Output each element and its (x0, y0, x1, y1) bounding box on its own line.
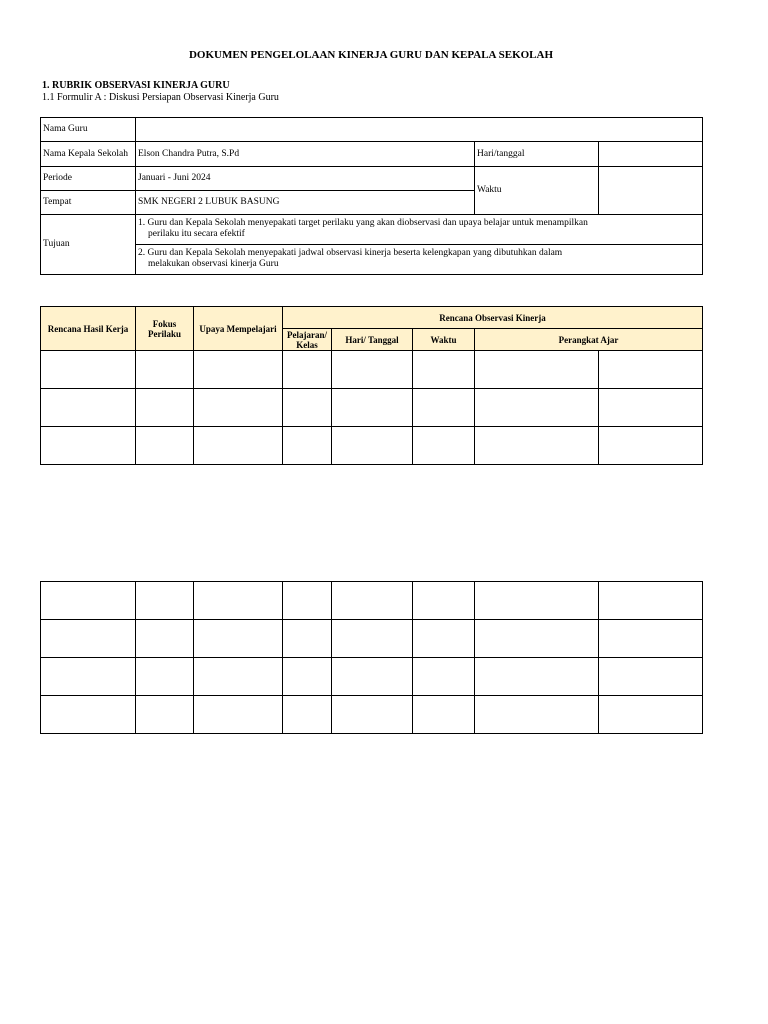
table-cell[interactable] (332, 427, 413, 465)
table-cell[interactable] (413, 582, 475, 620)
periode-value: Januari - Juni 2024 (136, 167, 475, 191)
table-cell[interactable] (41, 351, 136, 389)
col-fokus-perilaku (136, 307, 194, 351)
table-cell[interactable] (41, 389, 136, 427)
table-cell[interactable] (41, 620, 136, 658)
col-fokus-line2: Perilaku (148, 328, 181, 339)
table-cell[interactable] (475, 582, 599, 620)
table-cell[interactable] (599, 582, 703, 620)
table-cell[interactable] (194, 351, 283, 389)
table-cell[interactable] (41, 696, 136, 734)
table-cell[interactable] (332, 389, 413, 427)
periode-label: Periode (41, 167, 136, 191)
table-cell[interactable] (283, 351, 332, 389)
table-cell[interactable] (475, 351, 599, 389)
table-cell[interactable] (194, 696, 283, 734)
nama-guru-label: Nama Guru (41, 118, 136, 142)
col-pelajaran-line2: Kelas (296, 339, 318, 350)
table-cell[interactable] (332, 696, 413, 734)
table-cell[interactable] (599, 658, 703, 696)
observation-table (40, 306, 703, 465)
table-cell[interactable] (283, 427, 332, 465)
table-cell[interactable] (475, 389, 599, 427)
page-title: DOKUMEN PENGELOLAAN KINERJA GURU DAN KEPALA SEKOLAH (188, 49, 554, 61)
table-cell[interactable] (332, 658, 413, 696)
table-cell[interactable] (194, 389, 283, 427)
table-cell[interactable] (194, 658, 283, 696)
table-cell[interactable] (475, 658, 599, 696)
table-cell[interactable] (599, 696, 703, 734)
table-cell[interactable] (283, 658, 332, 696)
tujuan-2-line2: melakukan observasi kinerja Guru (148, 259, 279, 269)
table-row (41, 582, 703, 620)
waktu-label: Waktu (475, 167, 599, 215)
col-upaya-mempelajari: Upaya Mempelajari (194, 307, 283, 351)
tujuan-2-line1: 2. Guru dan Kepala Sekolah menyepakati jadwal observasi kinerja beserta kelengkapan yang dibutuhkan dalam (138, 248, 563, 258)
table-cell[interactable] (413, 427, 475, 465)
table-cell[interactable] (283, 620, 332, 658)
table-cell[interactable] (41, 658, 136, 696)
table-row (41, 658, 703, 696)
table-row (41, 351, 703, 389)
info-table (40, 117, 703, 275)
kepala-label: Nama Kepala Sekolah (41, 142, 136, 167)
table-row (41, 389, 703, 427)
section-subheading: 1.1 Formulir A : Diskusi Persiapan Observasi Kinerja Guru (42, 92, 279, 103)
table-cell[interactable] (332, 582, 413, 620)
table-cell[interactable] (283, 389, 332, 427)
table-cell[interactable] (283, 582, 332, 620)
tujuan-1-line2: perilaku itu secara efektif (148, 229, 245, 239)
table-cell[interactable] (332, 620, 413, 658)
table-cell[interactable] (136, 389, 194, 427)
tempat-label: Tempat (41, 191, 136, 215)
group-rencana-observasi: Rencana Observasi Kinerja (283, 307, 703, 329)
col-pelajaran-kelas (283, 329, 332, 351)
table-cell[interactable] (194, 427, 283, 465)
table-row (41, 427, 703, 465)
table-cell[interactable] (136, 582, 194, 620)
table-cell[interactable] (599, 427, 703, 465)
col-perangkat-ajar: Perangkat Ajar (475, 329, 703, 351)
table-cell[interactable] (413, 620, 475, 658)
tujuan-label: Tujuan (41, 215, 136, 275)
table-cell[interactable] (136, 696, 194, 734)
tempat-value: SMK NEGERI 2 LUBUK BASUNG (136, 191, 475, 215)
nama-guru-field[interactable] (136, 118, 703, 142)
table-cell[interactable] (413, 696, 475, 734)
table-cell[interactable] (194, 582, 283, 620)
col-waktu: Waktu (413, 329, 475, 351)
col-hari-tanggal: Hari/ Tanggal (332, 329, 413, 351)
col-fokus-line1: Fokus (152, 318, 177, 329)
table-cell[interactable] (599, 351, 703, 389)
table-cell[interactable] (283, 696, 332, 734)
table-cell[interactable] (194, 620, 283, 658)
table-cell[interactable] (413, 351, 475, 389)
hari-label: Hari/tanggal (475, 142, 599, 167)
waktu-field[interactable] (599, 167, 703, 215)
table-row (41, 696, 703, 734)
table-cell[interactable] (41, 427, 136, 465)
table-cell[interactable] (413, 658, 475, 696)
section-heading: 1. RUBRIK OBSERVASI KINERJA GURU (42, 80, 230, 91)
table-cell[interactable] (475, 696, 599, 734)
table-cell[interactable] (332, 351, 413, 389)
col-rencana-hasil-kerja: Rencana Hasil Kerja (41, 307, 136, 351)
table-cell[interactable] (136, 658, 194, 696)
table-row (41, 620, 703, 658)
table-cell[interactable] (475, 427, 599, 465)
table-cell[interactable] (599, 620, 703, 658)
table-cell[interactable] (136, 620, 194, 658)
table-cell[interactable] (475, 620, 599, 658)
table-cell[interactable] (136, 351, 194, 389)
hari-field[interactable] (599, 142, 703, 167)
col-pelajaran-line1: Pelajaran/ (287, 329, 327, 340)
tujuan-item-1 (136, 215, 703, 245)
observation-table-continued (40, 581, 703, 734)
table-cell[interactable] (41, 582, 136, 620)
table-cell[interactable] (599, 389, 703, 427)
table-cell[interactable] (413, 389, 475, 427)
tujuan-1-line1: 1. Guru dan Kepala Sekolah menyepakati target perilaku yang akan diobservasi dan upaya belajar untuk menampilkan (138, 218, 588, 228)
kepala-value: Elson Chandra Putra, S.Pd (136, 142, 475, 167)
tujuan-item-2 (136, 245, 703, 275)
table-cell[interactable] (136, 427, 194, 465)
